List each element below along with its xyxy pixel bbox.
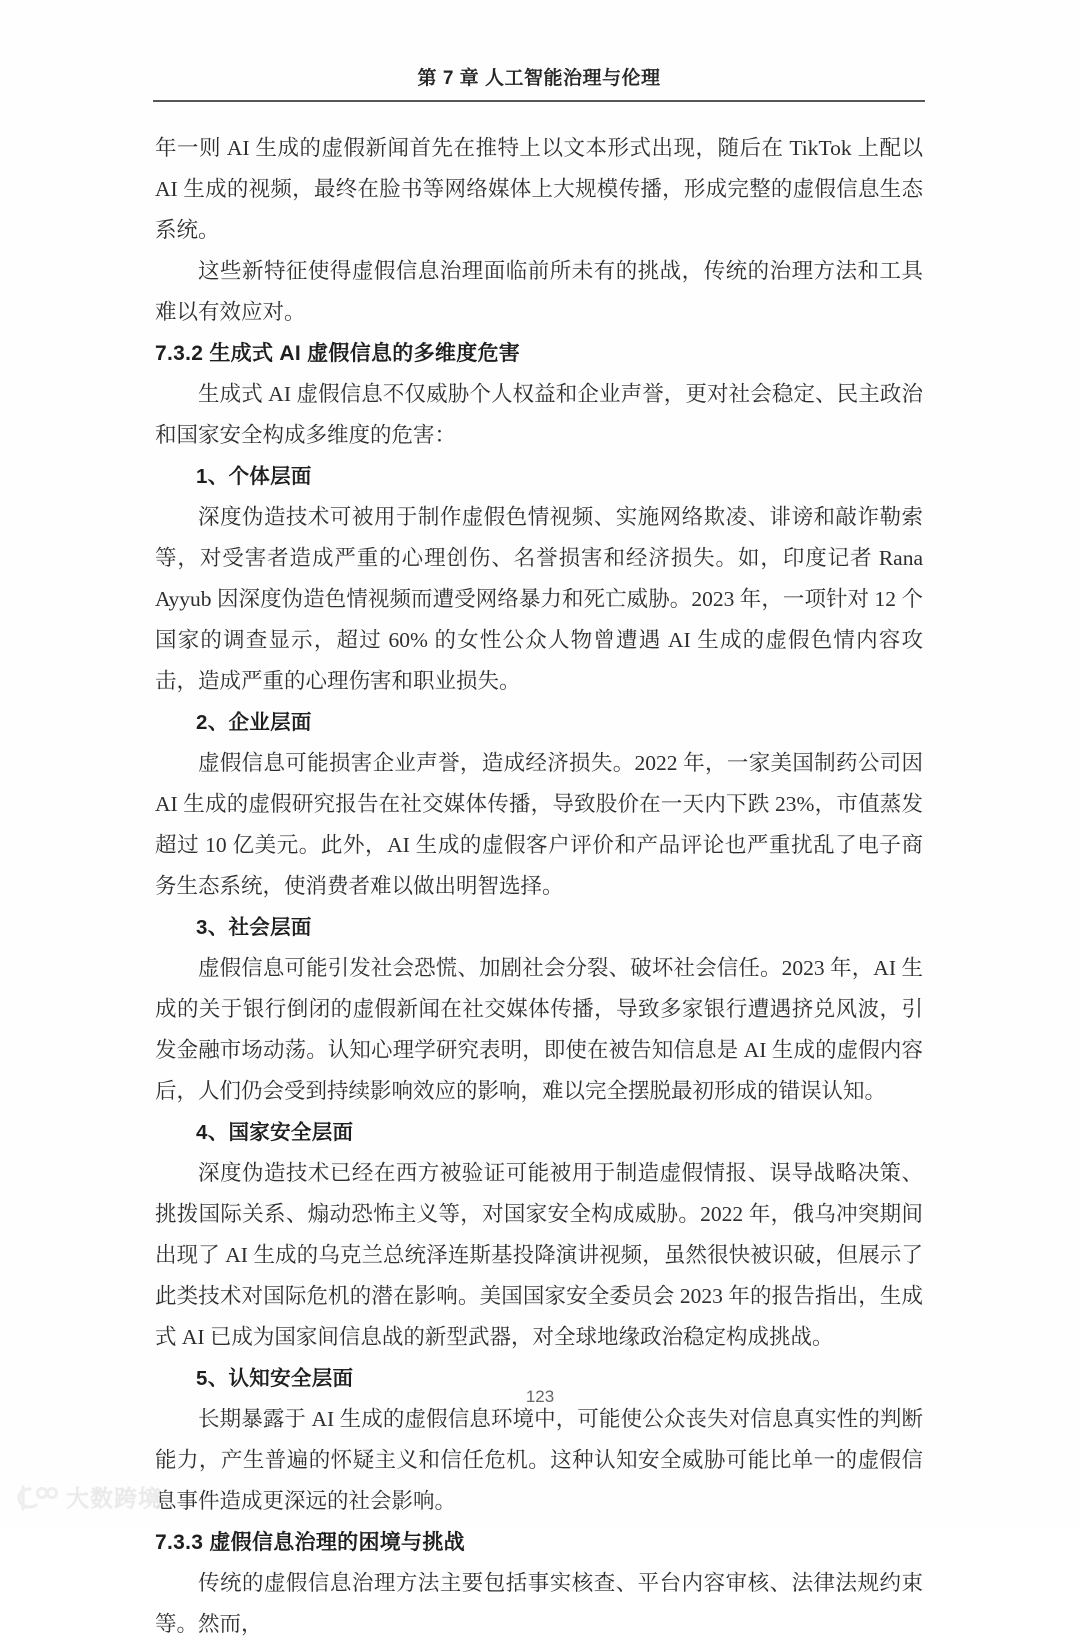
page-number: 123 [525,1387,555,1406]
watermark-label: 大数跨境 [66,1485,162,1511]
brand-logo-icon [14,1484,58,1512]
subheading-social-level: 3、社会层面 [196,916,312,939]
paragraph-7-3-3-intro: 传统的虚假信息治理方法主要包括事实核查、平台内容审核、法律法规约束等。然而， [155,1571,923,1636]
subheading-individual-level: 1、个体层面 [196,465,312,488]
chapter-title: 第 7 章 人工智能治理与伦理 [417,68,661,89]
running-header [153,66,925,92]
paragraph-cognitive-security-level: 长期暴露于 AI 生成的虚假信息环境中，可能使公众丧失对信息真实性的判断能力，产生普遍的怀疑主义和信任危机。这种认知安全威胁可能比单一的虚假信息事件造成更深远的社会影响。 [155,1407,923,1513]
body-content [155,128,923,1645]
section-heading-7-3-3: 7.3.3 虚假信息治理的困境与挑战 [155,1531,465,1554]
subheading-cognitive-security-level: 5、认知安全层面 [196,1367,354,1390]
watermark [14,1484,162,1512]
paragraph-new-features: 这些新特征使得虚假信息治理面临前所未有的挑战，传统的治理方法和工具难以有效应对。 [155,259,923,324]
section-heading-7-3-2: 7.3.2 生成式 AI 虚假信息的多维度危害 [155,342,521,365]
paragraph-continuation: 年一则 AI 生成的虚假新闻首先在推特上以文本形式出现，随后在 TikTok 上配以 AI 生成的视频，最终在脸书等网络媒体上大规模传播，形成完整的虚假信息生态系统。 [155,136,924,242]
header-divider [153,100,925,102]
paragraph-enterprise-level: 虚假信息可能损害企业声誉，造成经济损失。2022 年，一家美国制药公司因 AI 生成的虚假研究报告在社交媒体传播，导致股价在一天内下跌 23%，市值蒸发超过 10 亿美元。此外，AI 生成的虚假客户评价和产品评论也严重扰乱了电子商务生态系统，使消费者难以做出明智选择。 [155,751,923,898]
paragraph-individual-level: 深度伪造技术可被用于制作虚假色情视频、实施网络欺凌、诽谤和敲诈勒索等，对受害者造成严重的心理创伤、名誉损害和经济损失。如，印度记者 Rana Ayyub 因深度伪造色情视频而遭受网络暴力和死亡威胁。2023 年，一项针对 12 个国家的调查显示，超过 60% 的女性公众人物曾遭遇 AI 生成的虚假色情内容攻击，造成严重的心理伤害和职业损失。 [155,505,923,693]
paragraph-7-3-2-intro: 生成式 AI 虚假信息不仅威胁个人权益和企业声誉，更对社会稳定、民主政治和国家安全构成多维度的危害： [155,382,923,447]
subheading-enterprise-level: 2、企业层面 [196,711,312,734]
subheading-national-security-level: 4、国家安全层面 [196,1121,354,1144]
paragraph-national-security-level: 深度伪造技术已经在西方被验证可能被用于制造虚假情报、误导战略决策、挑拨国际关系、煽动恐怖主义等，对国家安全构成威胁。2022 年，俄乌冲突期间出现了 AI 生成的乌克兰总统泽连斯基投降演讲视频，虽然很快被识破，但展示了此类技术对国际危机的潜在影响。美国国家安全委员会 2023 年的报告指出，生成式 AI 已成为国家间信息战的新型武器，对全球地缘政治稳定构成挑战。 [155,1161,923,1349]
paragraph-social-level: 虚假信息可能引发社会恐慌、加剧社会分裂、破坏社会信任。2023 年，AI 生成的关于银行倒闭的虚假新闻在社交媒体传播，导致多家银行遭遇挤兑风波，引发金融市场动荡。认知心理学研究表明，即使在被告知信息是 AI 生成的虚假内容后，人们仍会受到持续影响效应的影响，难以完全摆脱最初形成的错误认知。 [155,956,923,1103]
